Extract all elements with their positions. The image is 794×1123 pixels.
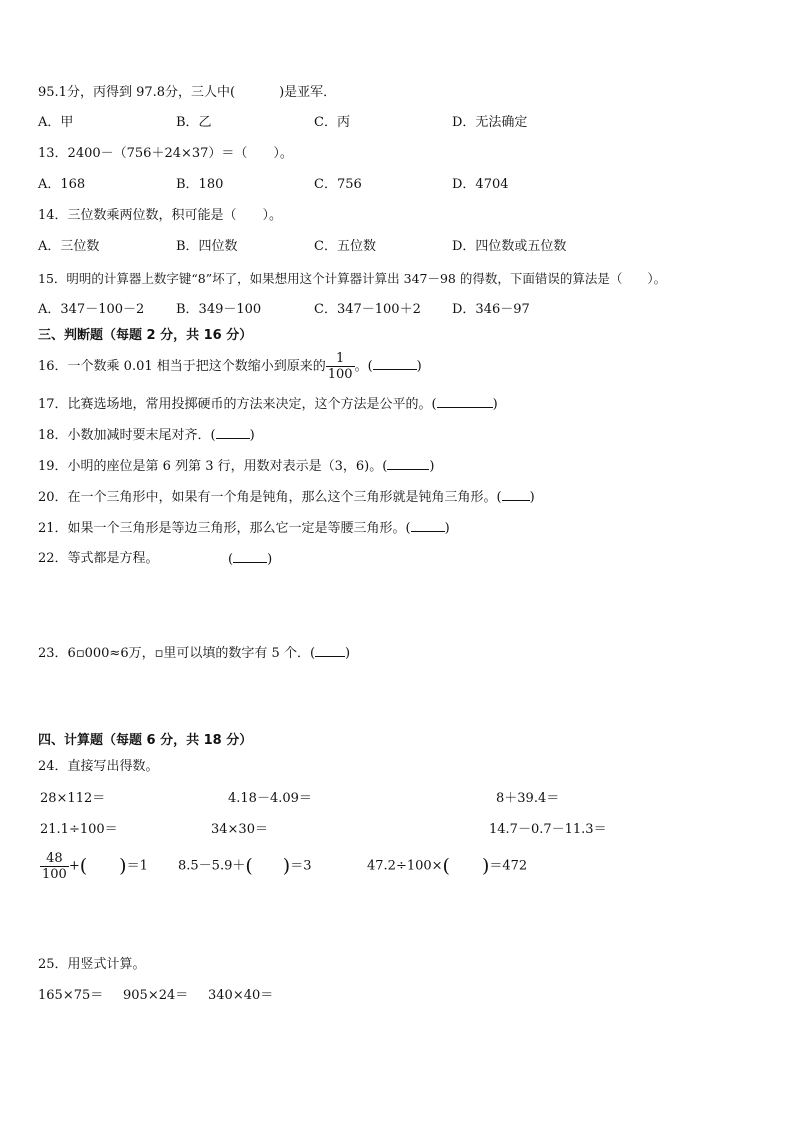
section-4-heading: 四、计算题（每题 6 分，共 18 分） (38, 733, 253, 748)
q24-expr-5: 34×30＝ (211, 822, 268, 837)
q15-option-a[interactable]: A．347－100－2 (38, 302, 145, 317)
q14-option-b[interactable]: B．四位数 (176, 239, 238, 254)
q12-option-d[interactable]: D．无法确定 (452, 115, 528, 130)
answer-blank[interactable] (233, 550, 267, 563)
q12-option-a[interactable]: A．甲 (38, 115, 74, 130)
q23-text: 23．6▫000≈6万，▫里可以填的数字有 5 个．( ) (38, 646, 351, 661)
q16-text: 16．一个数乘 0.01 相当于把这个数缩小到原来的 $\frac{1}{100}$ 。( ) (38, 351, 422, 382)
q24-expr-6: 14.7－0.7－11.3＝ (489, 822, 607, 837)
q24-expr-2: 4.18－4.09＝ (228, 791, 312, 806)
q25-expr-2: 905×24＝ (123, 988, 189, 1003)
q24-expr-4: 21.1÷100＝ (40, 822, 118, 837)
q15-option-b[interactable]: B．349－100 (176, 302, 262, 317)
q19-text: 19．小明的座位是第 6 列第 3 行，用数对表示是（3，6)。( ) (38, 459, 435, 474)
q15-text: 15．明明的计算器上数字键“8”坏了，如果想用这个计算器计算出 347－98 的得数，下面错误的算法是（ ）。 (38, 271, 667, 286)
q24-expr-8: 8.5－5.9＋( )＝3 (178, 855, 312, 877)
q13-option-d[interactable]: D．4704 (452, 177, 509, 192)
q24-expr-9: 47.2÷100×( )＝472 (367, 855, 528, 877)
q20-text: 20．在一个三角形中，如果有一个角是钝角，那么这个三角形就是钝角三角形。( ) (38, 490, 535, 505)
q12-option-c[interactable]: C．丙 (314, 115, 350, 130)
q24-expr-1: 28×112＝ (40, 791, 106, 806)
fraction: $\frac{48}{100}$ (42, 850, 67, 882)
q25-expr-1: 165×75＝ (38, 988, 104, 1003)
answer-blank[interactable] (387, 457, 429, 470)
q25-expr-3: 340×40＝ (208, 988, 274, 1003)
q12-continuation: 95.1分，丙得到 97.8分，三人中( )是亚军． (38, 85, 337, 100)
q13-option-a[interactable]: A．168 (38, 177, 86, 192)
q18-text: 18．小数加减时要末尾对齐．( ) (38, 428, 255, 443)
q24-expr-3: 8＋39.4＝ (496, 791, 560, 806)
q24-expr-7: $\frac{48}{100}$ +( )＝1 (42, 850, 148, 882)
q21-text: 21．如果一个三角形是等边三角形，那么它一定是等腰三角形。( ) (38, 521, 450, 536)
answer-blank[interactable] (411, 519, 445, 532)
q14-option-a[interactable]: A．三位数 (38, 239, 100, 254)
section-3-heading: 三、判断题（每题 2 分，共 16 分） (38, 328, 253, 343)
answer-blank[interactable] (216, 426, 250, 439)
answer-blank[interactable] (315, 644, 345, 657)
fraction: $\frac{1}{100}$ (327, 351, 353, 382)
q14-option-d[interactable]: D．四位数或五位数 (452, 239, 567, 254)
q13-option-b[interactable]: B．180 (176, 177, 224, 192)
q15-option-c[interactable]: C．347－100＋2 (314, 302, 421, 317)
q13-option-c[interactable]: C．756 (314, 177, 362, 192)
q15-option-d[interactable]: D．346－97 (452, 302, 530, 317)
q14-text: 14．三位数乘两位数，积可能是（ ）。 (38, 208, 283, 223)
answer-blank[interactable] (373, 357, 417, 370)
q25-title: 25．用竖式计算。 (38, 957, 146, 972)
q22-answer: ( ) (228, 552, 273, 567)
q13-text: 13．2400－（756＋24×37）＝（ ）。 (38, 146, 293, 161)
answer-blank[interactable] (437, 395, 493, 408)
q14-option-c[interactable]: C．五位数 (314, 239, 376, 254)
q17-text: 17．比赛选场地，常用投掷硬币的方法来决定，这个方法是公平的。( ) (38, 397, 498, 412)
q22-text: 22．等式都是方程。 (38, 551, 159, 566)
q24-title: 24．直接写出得数。 (38, 759, 159, 774)
answer-blank[interactable] (235, 84, 279, 96)
answer-blank[interactable] (502, 488, 530, 501)
q12-option-b[interactable]: B．乙 (176, 115, 212, 130)
